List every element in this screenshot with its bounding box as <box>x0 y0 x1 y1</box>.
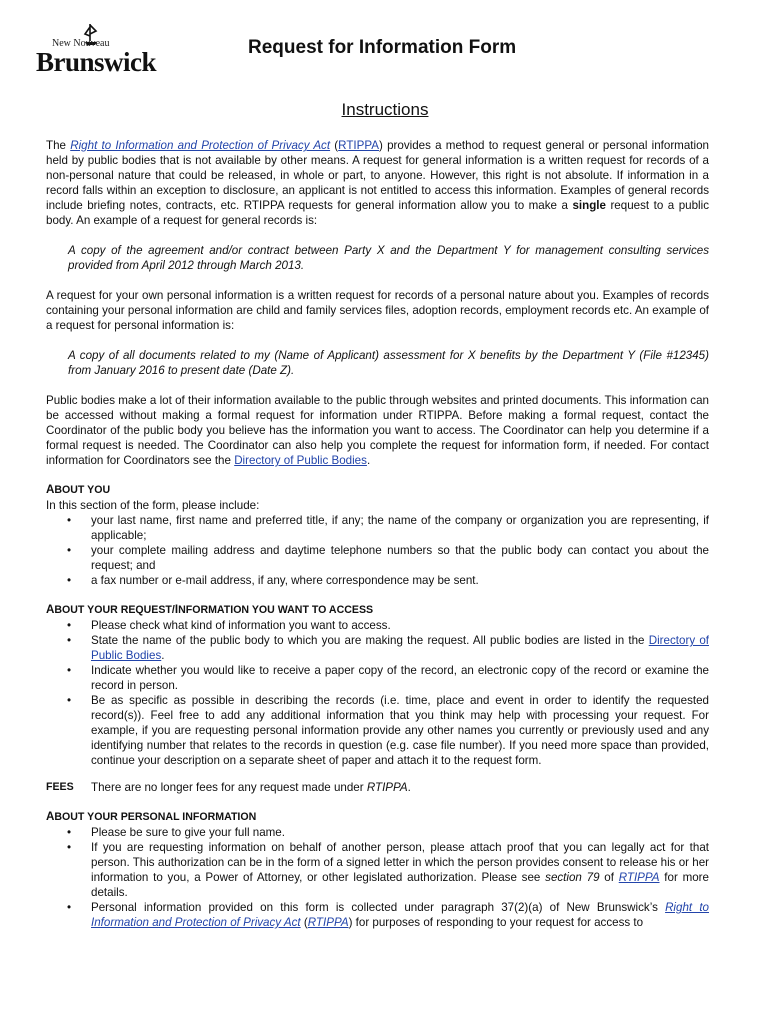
personal-request-example: A copy of all documents related to my (Name of Applicant) assessment for X benefits by the Department Y (File #12345) from January 2016 to present date (Date Z). <box>68 349 709 377</box>
public-bodies-paragraph: Public bodies make a lot of their information available to the public through websites and printed documents. This information can be accessed without making a formal request for information under RTIPPA. Before making a formal request, contact the Coordinator of the public body you believe has the information you want to access. The Coordinator can help you determine if a formal request is needed. The Coordinator can also help you complete the request for information form, if needed. For contact information for Coordinators see the Directory of Public Bodies. <box>46 394 709 467</box>
list-item: • State the name of the public body to which you are making the request. All public bodies are listed in the Directory of Public Bodies. <box>46 633 709 663</box>
list-item: • your complete mailing address and daytime telephone numbers so that the public body can contact you about the request; and <box>46 543 709 573</box>
about-you-heading: ABOUT YOU <box>46 483 111 496</box>
about-personal-heading: ABOUT YOUR PERSONAL INFORMATION <box>46 810 257 823</box>
list-item: • your last name, first name and preferred title, if any; the name of the company or organization you are representing, if applicable; <box>46 513 709 543</box>
directory-public-bodies-link[interactable]: Directory of Public Bodies <box>234 454 367 467</box>
instructions-heading: Instructions <box>341 100 429 119</box>
rtippa-act-link[interactable]: Right to Information and Protection of Privacy Act <box>70 139 331 152</box>
rtippa-act-link[interactable]: Right to Information and Protection of Privacy Act <box>91 901 709 929</box>
about-you-list <box>46 513 709 588</box>
list-item: • Personal information provided on this form is collected under paragraph 37(2)(a) of New Brunswick’s Right to Information and Protection of Privacy Act (RTIPPA) for purposes of responding to your request for access to <box>46 900 709 930</box>
directory-public-bodies-link[interactable]: Directory of Public Bodies <box>91 634 709 662</box>
list-item: • a fax number or e-mail address, if any, where correspondence may be sent. <box>46 573 709 588</box>
intro-paragraph: The Right to Information and Protection of Privacy Act (RTIPPA) provides a method to request general or personal information held by public bodies that is not available by other means. A request for general information is a written request for records of a non-personal nature that could be released, in whole or part, to anyone. However, this right is not absolute. If information in a record falls within an exception to disclosure, an applicant is not entitled to access this information. Examples of general records include briefing notes, contracts, etc. RTIPPA requests for general information allow you to make a single request to a public body. An example of a request for general records is: <box>46 139 709 227</box>
about-personal-list <box>46 825 709 930</box>
fees-text: There are no longer fees for any request made under RTIPPA. <box>91 781 411 794</box>
rtippa-abbr-link[interactable]: RTIPPA <box>307 916 349 929</box>
logo-small-text: New Nouveau <box>52 38 110 49</box>
rtippa-abbr-link[interactable]: RTIPPA <box>338 139 379 152</box>
new-brunswick-logo <box>34 22 157 77</box>
general-request-example: A copy of the agreement and/or contract between Party X and the Department Y for management consulting services provided from April 2012 through March 2013. <box>68 244 709 272</box>
document-body <box>46 138 709 930</box>
fees-section <box>46 780 709 795</box>
personal-info-paragraph: A request for your own personal information is a written request for records of a personal nature about you. Examples of records containing your personal information are child and family services files, adoption records, employment records etc. An example of a request for personal information is: <box>46 289 709 332</box>
page-title: Request for Information Form <box>248 37 517 58</box>
rtippa-link[interactable]: RTIPPA <box>618 871 660 884</box>
about-request-heading: ABOUT YOUR REQUEST/INFORMATION YOU WANT TO ACCESS <box>46 603 374 616</box>
list-item: • Please be sure to give your full name. <box>46 825 709 840</box>
list-item: • If you are requesting information on behalf of another person, please attach proof that you can legally act for that person. This authorization can be in the form of a signed letter in which the person provides consent to release his or her information to you, a Power of Attorney, or other legislated authorization. Please see section 79 of RTIPPA for more details. <box>46 840 709 900</box>
about-you-intro: In this section of the form, please include: <box>46 499 260 512</box>
logo-big-text: Brunswick <box>36 47 157 77</box>
about-request-list <box>46 618 709 768</box>
fees-label: FEES <box>46 781 74 793</box>
list-item: • Be as specific as possible in describing the records (i.e. time, place and event in order to identify the requested record(s)). Feel free to add any additional information that you think may help with processing your request. For example, if you are requesting personal information provide any other names you currently or previously used and any identifying number that relates to the records in question (e.g. case file number). If you need more space than provided, continue your description on a separate sheet of paper and attach it to the request form. <box>46 693 709 768</box>
list-item: • Indicate whether you would like to receive a paper copy of the record, an electronic copy of the record or examine the record in person. <box>46 663 709 693</box>
list-item: • Please check what kind of information you want to access. <box>46 618 709 633</box>
